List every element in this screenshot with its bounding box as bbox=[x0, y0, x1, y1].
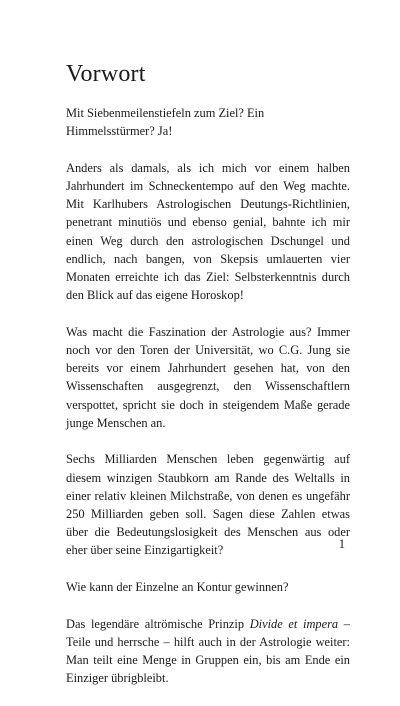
paragraph-6-rest: –Teile und herrsche – hilft auch in der Astrologie weiter: Man teilt eine Menge in Gruppen ein, bis am Ende ein Einziger übrigbleibt. bbox=[66, 616, 350, 686]
paragraph-6-lead: Das legendäre altrömische Prinzip bbox=[66, 616, 250, 631]
paragraph-1: Mit Siebenmeilenstiefeln zum Ziel? Ein Himmelsstürmer? Ja! bbox=[66, 106, 265, 139]
page-number: 1 bbox=[338, 537, 345, 551]
paragraph-2: Anders als damals, als ich mich vor einem halben Jahrhundert im Schneckentempo auf den Weg machte. Mit Karlhubers Astrologischen Deutungs-Richtlinien, penetrant minutiös und ebenso genial, bahnte ich mir einen Weg durch den astrologischen Dschungel und endlich, nach bangen, von Skepsis umlauerten vier Monaten erreichte ich das Ziel: Selbsterkenntnis durch den Blick auf das eigene Horoskop! bbox=[66, 160, 350, 303]
chapter-title: Vorwort bbox=[66, 61, 146, 87]
paragraph-4: Sechs Milliarden Menschen leben gegenwärtig auf diesem winzigen Staubkorn am Rande des Weltalls in einer relativ kleinen Milchstraße, von denen es ungefähr 250 Milliarden geben soll. Sagen diese Zahlen etwas über die Bedeutungslosigkeit des Menschen aus oder eher über seine Einzigartigkeit? bbox=[66, 452, 350, 558]
paragraph-5: Wie kann der Einzelne an Kontur gewinnen? bbox=[66, 580, 289, 595]
body-text bbox=[66, 104, 350, 706]
latin-phrase: Divide et impera bbox=[249, 616, 339, 631]
paragraph-6 bbox=[66, 615, 350, 688]
paragraph-3: Was macht die Faszination der Astrologie aus? Immer noch vor den Toren der Universität, wo C.G. Jung sie bereits vor einem Jahrhundert gesehen hat, von den Wissenschaften ausgegrenzt, den Wissenschaftlern verspottet, spricht sie doch in steigendem Maße gerade junge Menschen an. bbox=[66, 324, 350, 430]
